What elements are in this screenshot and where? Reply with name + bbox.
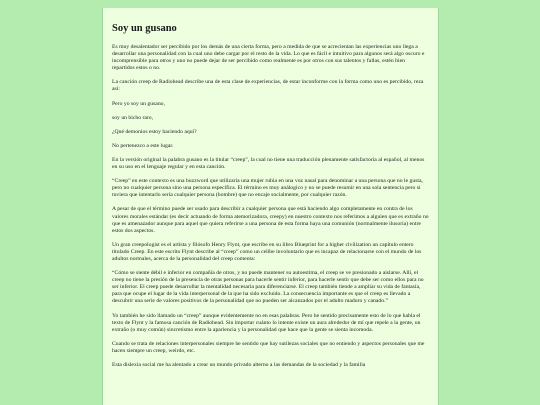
article-paragraph: La canción creep de Radiohead describe una de esta clase de experiencias, de estar inconforme con la forma como uno es percibido, reza así: [112, 79, 424, 93]
article-paragraph: A pesar de que el término puede ser usado para describir a cualquier persona que está haciendo algo completamente en contra de los valores morales estándar (es decir actuando de forma atemorizadora, creepy) en nuestro contexto nos referimos a alguien que es extraño no que es amenazador aunque para aquel que quiera referirse a una persona de esta forma haya una comunión (normalmente ilusoria) entre estos dos aspectos. [112, 206, 429, 234]
article-paragraph: Es muy desalentador ser percibido por los demás de una cierta forma, pero a medida de que se acrecientan las experiencias uno llega a desarrollar una personalidad con la cual uno debe cargar por el resto de la vida. Lo que es fácil e intuitivo para algunos será algo oscuro e incomprensible para otros y uno no puede dejar de ser percibido como realmente es por otros con sus talentos y fallas, estén bien repartidos estos o no. [112, 44, 425, 72]
article-title: Soy un gusano [112, 23, 177, 34]
lyric-line: No pertenezco a este lugar. [112, 142, 174, 149]
article-page [102, 8, 439, 405]
quote-paragraph: “Cómo se siente débil e inferior en compañía de otros, y no puede mantener su autoestima, el creep se ve presionado a aislarse. Allí, el creep no tiene la presión de la presencia de otras personas para hacerle sentir inferior, para hacerle sentir que debe ser como ellos para no ser inferior. El creep puede desarrollar la mentalidad necesaria para diferenciarse. El creep también tiende a ampliar su vida de fantasía, para que ocupe el lugar de la vida interpersonal de la que ha sido excluido. La consecuencia importante es que el creep es llevado a descubrir una serie de valores positivos de la personalidad que no pueden ser alcanzados por el adulto maduro y canado.” [112, 270, 424, 305]
article-paragraph: Esta dislexia social me ha alentado a crear un mundo privado alterno a las demandas de la sociedad y la familia [112, 362, 366, 368]
article-paragraph: Yo también he sido llamado un “creep” aunque evidentemente no en esas palabras. Pero he sentido precisamente esto de lo que habla el texto de Flynt y la famosa canción de Radiohead. Sin importar cuánto lo intente existe un aura alrededor de mí que repele a la gente, un extraño (o muy común) sincretismo entre la apariencia y la personalidad que hace que la gente se sienta incomoda. [112, 312, 421, 333]
article-paragraph: Cuando se trata de relaciones interpersonales siempre he sentido que hay sutilezas sociales que no entiendo y aspectos personales que me hacen siempre un creep, weirdo, etc. [112, 340, 425, 354]
lyric-line: ¿Qué demonios estoy haciendo aquí? [112, 128, 197, 135]
lyric-line: Pero yo soy un gusano, [112, 100, 165, 107]
article-paragraph: Un gran creepologist es el artista y filósofo Henry Flynt, que escribe en su libro Blueprint for a higher civilization un capítulo entero titulado Creep. En este escrito Flynt describe al “creep” como un celibe involuntario que es incapaz de relacionarse con el mundo de los adultos normales, acerca de la personalidad del creep comenta: [112, 241, 422, 262]
article-paragraph: En la versión original la palabra gusano es la titular “creep”, la cual no tiene una traducción plenamente satisfactoria al español, al menos en su uso en el lenguaje regular y en esta canción. [112, 156, 425, 171]
article-paragraph: “Creep” en este contexto es una buzzword que utilizaría una mujer rubia en una voz nasal para denominar a una persona que no le gusta, pero no cualquier persona sino una persona específica. El término es muy análogico y no se puede resumir en una sola sentencia pero si tuviera que intentarlo sería cualquier persona (hombre) que no encaje socialmente, por cualquier razón. [112, 178, 423, 199]
lyric-line: soy un bicho raro, [112, 114, 154, 121]
